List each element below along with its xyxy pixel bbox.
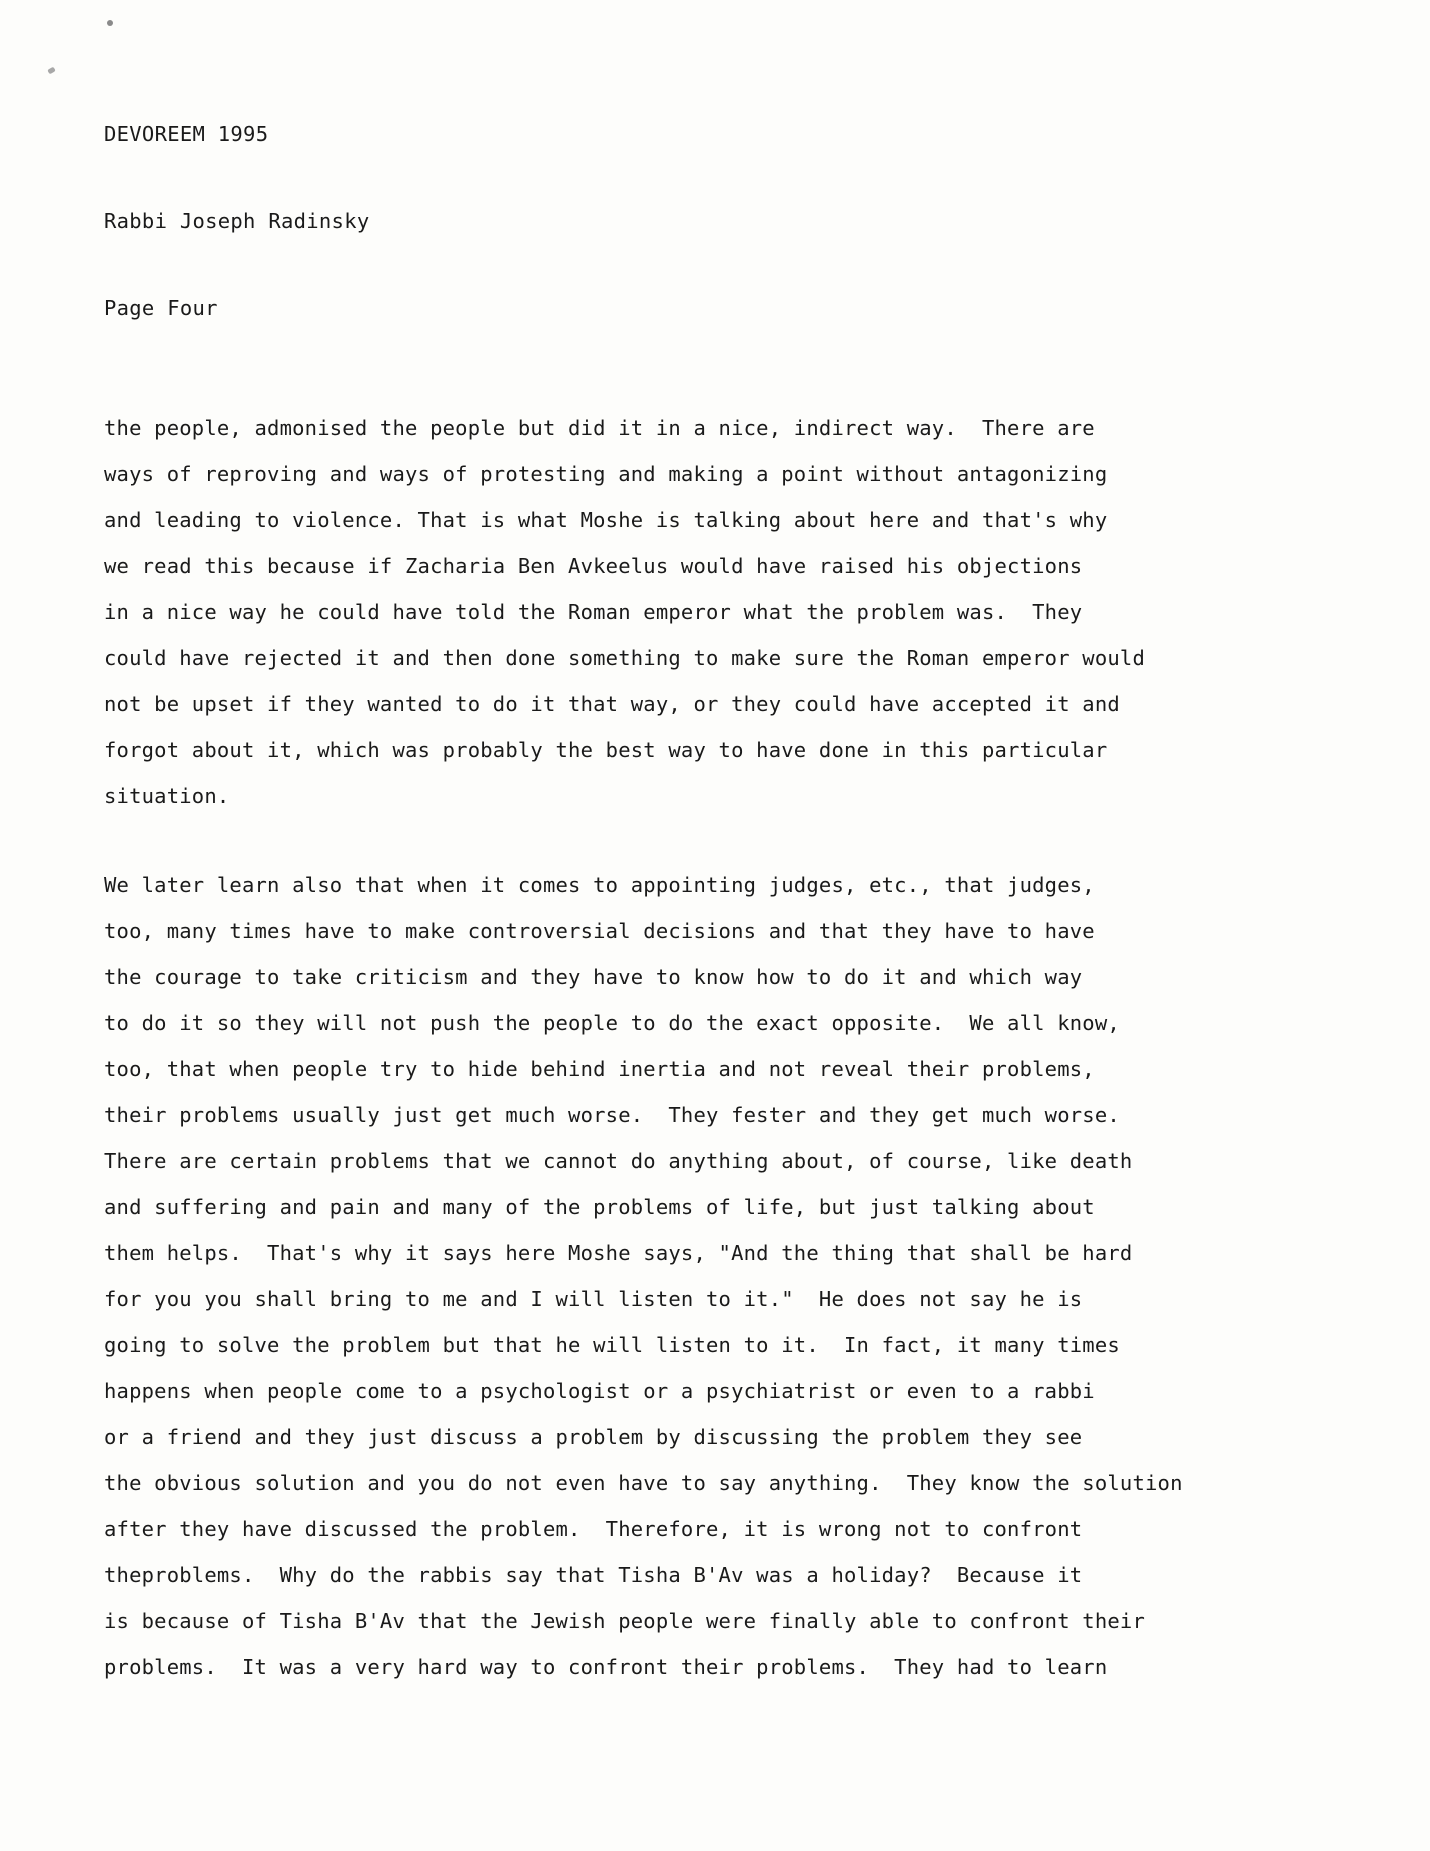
header-line-title: DEVOREEM 1995 xyxy=(104,122,269,146)
text-line: the courage to take criticism and they have to know how to do it and which way xyxy=(104,965,1083,989)
text-line: forgot about it, which was probably the best way to have done in this particular xyxy=(104,738,1108,762)
text-line: the people, admonised the people but did it in a nice, indirect way. There are xyxy=(104,416,1095,440)
text-line: after they have discussed the problem. Therefore, it is wrong not to confront xyxy=(104,1517,1083,1541)
header-line-author: Rabbi Joseph Radinsky xyxy=(104,209,370,233)
text-line: and leading to violence. That is what Moshe is talking about here and that's why xyxy=(104,508,1108,532)
paragraph-1 xyxy=(104,405,1294,819)
text-line: not be upset if they wanted to do it that way, or they could have accepted it and xyxy=(104,692,1120,716)
text-line: and suffering and pain and many of the problems of life, but just talking about xyxy=(104,1195,1095,1219)
text-line: is because of Tisha B'Av that the Jewish people were finally able to confront their xyxy=(104,1609,1145,1633)
text-line: ways of reproving and ways of protesting and making a point without antagonizing xyxy=(104,462,1108,486)
page-speck-top xyxy=(107,20,113,26)
header-line-page: Page Four xyxy=(104,296,218,320)
text-line: There are certain problems that we cannot do anything about, of course, like death xyxy=(104,1149,1133,1173)
text-line: theproblems. Why do the rabbis say that Tisha B'Av was a holiday? Because it xyxy=(104,1563,1083,1587)
text-line: too, that when people try to hide behind inertia and not reveal their problems, xyxy=(104,1057,1095,1081)
text-line: could have rejected it and then done something to make sure the Roman emperor would xyxy=(104,646,1145,670)
document-body xyxy=(104,62,1294,1690)
text-line: problems. It was a very hard way to confront their problems. They had to learn xyxy=(104,1655,1108,1679)
document-header xyxy=(104,62,1294,381)
text-line: situation. xyxy=(104,784,230,808)
page-speck-margin xyxy=(47,67,56,75)
paragraph-2 xyxy=(104,862,1294,1690)
text-line: their problems usually just get much worse. They fester and they get much worse. xyxy=(104,1103,1120,1127)
text-line: going to solve the problem but that he will listen to it. In fact, it many times xyxy=(104,1333,1120,1357)
text-line: them helps. That's why it says here Moshe says, "And the thing that shall be hard xyxy=(104,1241,1133,1265)
text-line: for you you shall bring to me and I will listen to it." He does not say he is xyxy=(104,1287,1083,1311)
text-line: we read this because if Zacharia Ben Avkeelus would have raised his objections xyxy=(104,554,1083,578)
text-line: happens when people come to a psychologist or a psychiatrist or even to a rabbi xyxy=(104,1379,1095,1403)
text-line: in a nice way he could have told the Roman emperor what the problem was. They xyxy=(104,600,1083,624)
text-line: to do it so they will not push the people to do the exact opposite. We all know, xyxy=(104,1011,1120,1035)
text-line: We later learn also that when it comes to appointing judges, etc., that judges, xyxy=(104,873,1095,897)
text-line: or a friend and they just discuss a problem by discussing the problem they see xyxy=(104,1425,1083,1449)
text-line: the obvious solution and you do not even have to say anything. They know the solution xyxy=(104,1471,1183,1495)
text-line: too, many times have to make controversial decisions and that they have to have xyxy=(104,919,1095,943)
